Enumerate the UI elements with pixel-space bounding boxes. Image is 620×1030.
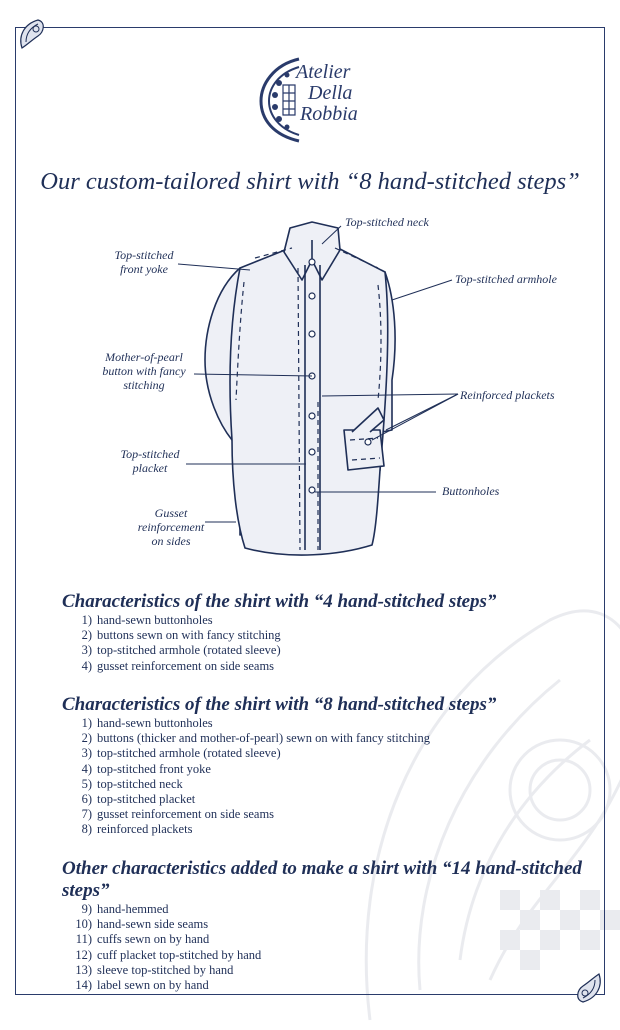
list-item <box>62 963 607 978</box>
item-text: hand-sewn buttonholes <box>97 613 213 627</box>
item-text: top-stitched placket <box>97 792 196 807</box>
section-title: Characteristics of the shirt with “8 hand-stitched steps” <box>62 694 497 715</box>
item-number: 9) <box>81 902 92 916</box>
item-text: gusset reinforcement on side seams <box>97 807 275 822</box>
list-item <box>62 917 607 932</box>
item-number: 14) <box>75 978 92 993</box>
item-text: cuffs sewn on by hand <box>97 932 210 947</box>
list-item <box>62 792 607 807</box>
item-text: sleeve top-stitched by hand <box>97 962 234 977</box>
item-number: 8) <box>81 822 92 837</box>
list-item <box>62 822 607 837</box>
list-item <box>62 762 607 777</box>
item-number: 4) <box>81 658 92 673</box>
section-14-steps <box>62 858 607 993</box>
item-text: hand-sewn side seams <box>97 917 209 932</box>
label-buttonholes: Buttonholes <box>442 484 500 498</box>
list-item <box>62 659 607 674</box>
label-line: Top-stitched <box>120 447 180 461</box>
item-text: cuff placket top-stitched by hand <box>97 947 262 962</box>
list-item <box>62 613 607 628</box>
item-text: buttons (thicker and mother-of-pearl) sewn on with fancy stitching <box>97 731 430 746</box>
label-line: placket <box>132 461 168 475</box>
list-item <box>62 746 607 761</box>
label-line: Top-stitched <box>114 248 174 262</box>
label-front-yoke <box>108 248 180 276</box>
list-item <box>62 902 607 917</box>
item-text: buttons sewn on with fancy stitching <box>97 628 281 643</box>
section-title: Characteristics of the shirt with “4 hand-stitched steps” <box>62 591 497 612</box>
item-text: hand-hemmed <box>97 902 169 916</box>
label-line: Gusset <box>154 506 188 520</box>
section-8-steps <box>62 694 607 838</box>
list-item <box>62 628 607 643</box>
item-number: 11) <box>75 932 92 947</box>
item-text: label sewn on by hand <box>97 978 209 993</box>
list-item <box>62 948 607 963</box>
item-number: 3) <box>81 746 92 761</box>
item-text: reinforced plackets <box>97 822 193 837</box>
item-number: 10) <box>75 917 92 932</box>
label-line: front yoke <box>120 262 168 276</box>
label-line: Mother-of-pearl <box>105 350 183 364</box>
page-title: Our custom-tailored shirt with “8 hand-stitched steps” <box>40 168 580 195</box>
item-text: top-stitched armhole (rotated sleeve) <box>97 746 281 761</box>
item-number: 3) <box>81 643 92 658</box>
brand-wordmark <box>296 62 358 125</box>
section-4-steps <box>62 591 607 674</box>
label-gusset-reinforcement <box>128 506 214 548</box>
item-number: 4) <box>81 761 92 776</box>
list-item <box>62 978 607 993</box>
item-number: 1) <box>81 613 92 627</box>
item-text: hand-sewn buttonholes <box>97 716 213 730</box>
item-number: 2) <box>81 628 92 643</box>
item-number: 7) <box>81 807 92 822</box>
item-number: 13) <box>75 962 92 977</box>
list-item <box>62 807 607 822</box>
label-line: reinforcement <box>137 520 205 534</box>
item-number: 6) <box>81 792 92 807</box>
label-line: button with fancy <box>102 364 186 378</box>
characteristics-list <box>62 613 607 674</box>
label-top-stitched-neck: Top-stitched neck <box>345 215 429 229</box>
item-number: 12) <box>75 947 92 962</box>
characteristics-list <box>62 902 607 993</box>
item-text: top-stitched neck <box>97 776 183 791</box>
list-item <box>62 643 607 658</box>
brand-line-2: Della <box>308 82 353 104</box>
item-number: 1) <box>81 716 92 730</box>
item-number: 5) <box>81 776 92 791</box>
item-number: 2) <box>81 731 92 746</box>
paisley-ornament-icon <box>18 18 46 52</box>
label-line: on sides <box>151 534 191 548</box>
brand-line-1: Atelier <box>296 61 351 83</box>
label-reinforced-plackets: Reinforced plackets <box>460 388 555 402</box>
item-text: top-stitched armhole (rotated sleeve) <box>97 643 281 658</box>
list-item <box>62 731 607 746</box>
item-text: gusset reinforcement on side seams <box>97 658 275 673</box>
label-top-stitched-placket <box>110 447 190 475</box>
list-item <box>62 716 607 731</box>
item-text: top-stitched front yoke <box>97 761 211 776</box>
label-line: stitching <box>123 378 165 392</box>
label-top-stitched-armhole: Top-stitched armhole <box>455 272 557 286</box>
brand-line-3: Robbia <box>300 103 358 125</box>
list-item <box>62 932 607 947</box>
section-title: Other characteristics added to make a shirt with “14 hand-stitched steps” <box>62 858 582 901</box>
characteristics-list <box>62 716 607 838</box>
label-mother-of-pearl-button <box>90 350 198 392</box>
list-item <box>62 777 607 792</box>
